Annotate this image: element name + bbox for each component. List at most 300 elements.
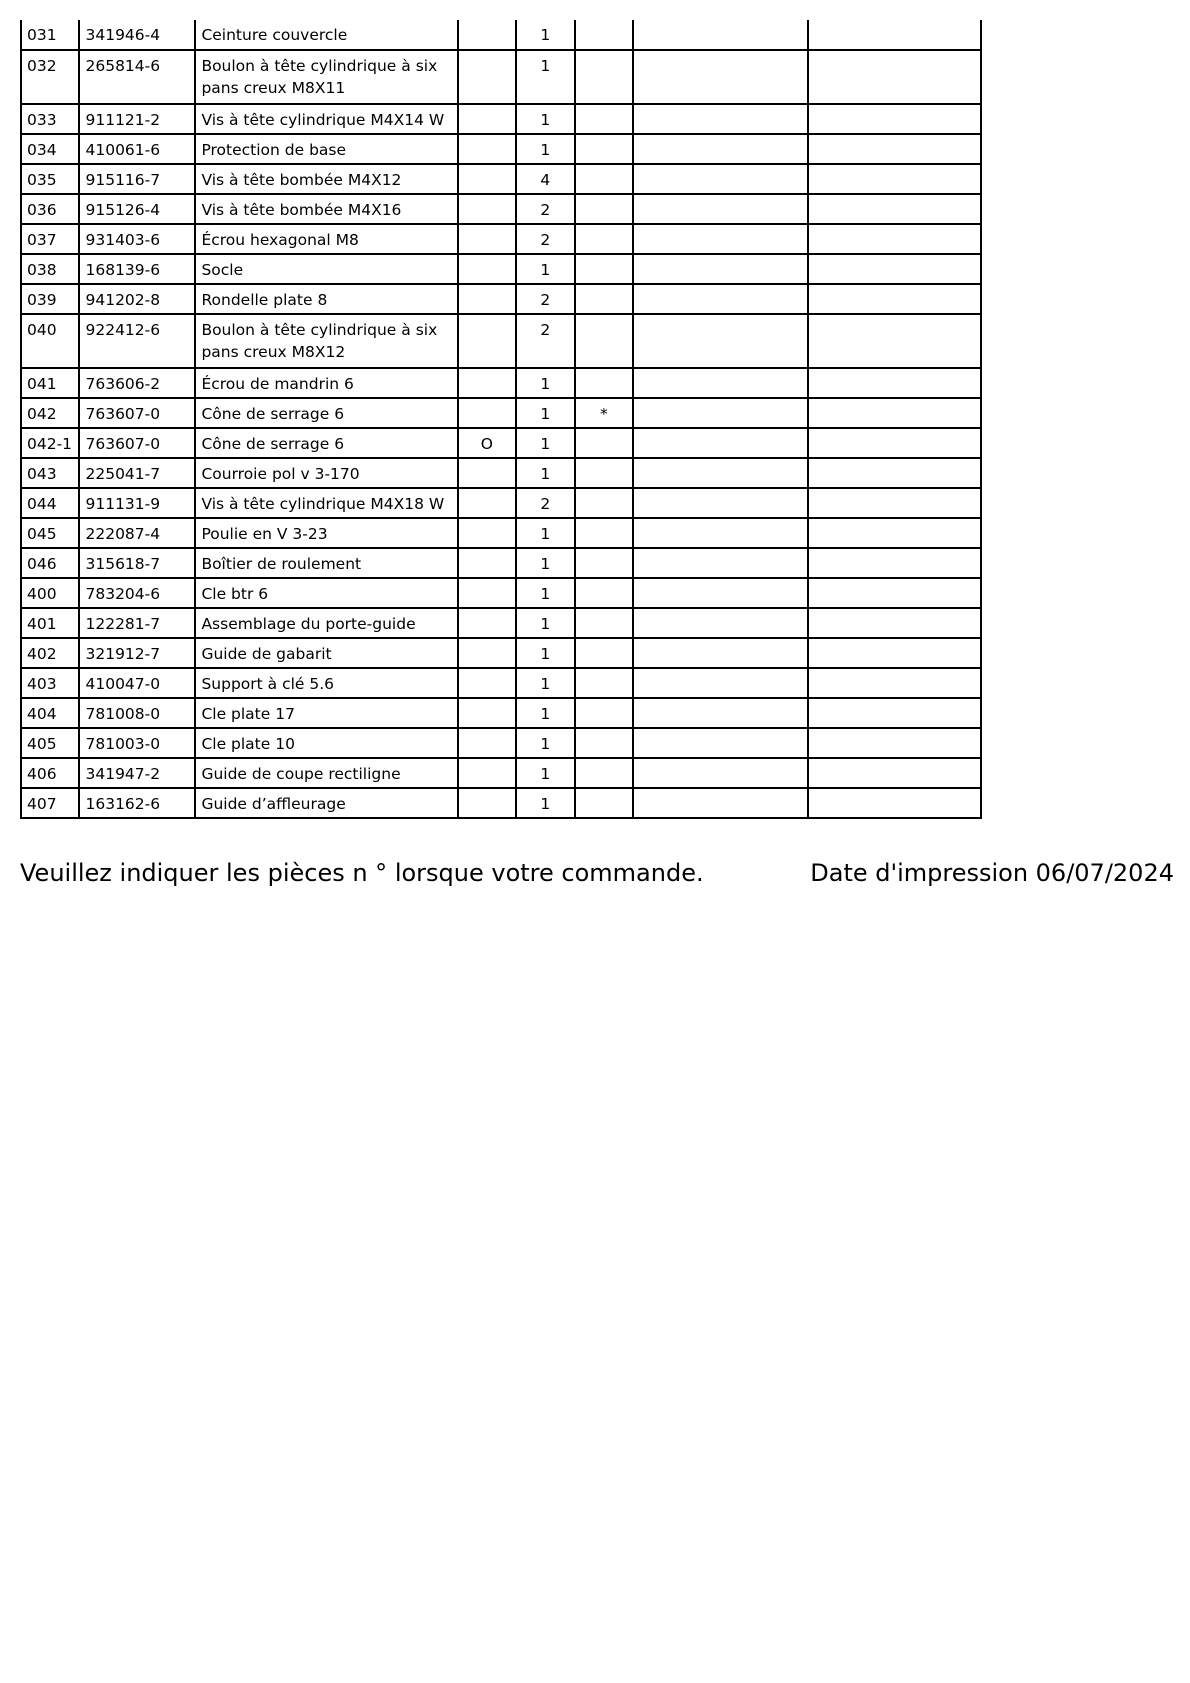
description-cell [195, 284, 457, 314]
blank-cell [633, 428, 807, 458]
quantity-text: 1 [540, 261, 551, 279]
mark-text [581, 699, 627, 703]
part-number-cell [21, 728, 79, 758]
option-cell [458, 608, 516, 638]
part-number-cell [21, 608, 79, 638]
blank-cell [633, 224, 807, 254]
table-row [21, 788, 981, 818]
blank-cell [808, 50, 981, 104]
description-text: Boîtier de roulement [201, 555, 362, 573]
description-cell [195, 638, 457, 668]
quantity-cell [516, 638, 574, 668]
option-text [464, 609, 510, 613]
reference-text: 763607-0 [85, 405, 161, 423]
description-text: Cle plate 17 [201, 705, 295, 723]
quantity-cell [516, 104, 574, 134]
blank-cell [633, 20, 807, 50]
reference-cell [79, 638, 195, 668]
reference-cell [79, 488, 195, 518]
blank-cell [808, 638, 981, 668]
quantity-text: 1 [540, 525, 551, 543]
part-number-cell [21, 104, 79, 134]
reference-text: 222087-4 [85, 525, 161, 543]
print-date: Date d'impression 06/07/2024 [810, 859, 1174, 887]
description-text: Cône de serrage 6 [201, 405, 345, 423]
part-number-cell [21, 194, 79, 224]
reference-cell [79, 518, 195, 548]
option-cell [458, 164, 516, 194]
blank-cell [633, 104, 807, 134]
quantity-text: 1 [540, 585, 551, 603]
quantity-text: 2 [540, 495, 551, 513]
blank-cell [633, 638, 807, 668]
blank-cell [808, 194, 981, 224]
mark-text [581, 789, 627, 793]
reference-text: 410047-0 [85, 675, 161, 693]
table-row [21, 314, 981, 368]
part-number-cell [21, 788, 79, 818]
blank-cell [633, 758, 807, 788]
option-text [464, 549, 510, 553]
mark-text [581, 20, 627, 24]
description-cell [195, 398, 457, 428]
description-text: Support à clé 5.6 [201, 675, 335, 693]
reference-cell [79, 608, 195, 638]
blank-cell [633, 398, 807, 428]
option-cell [458, 194, 516, 224]
reference-text: 122281-7 [85, 615, 161, 633]
description-cell [195, 194, 457, 224]
quantity-cell [516, 194, 574, 224]
mark-text [581, 105, 627, 109]
blank-cell [808, 728, 981, 758]
blank-cell [633, 728, 807, 758]
part-number-cell [21, 518, 79, 548]
part-number-text: 042-1 [27, 435, 73, 453]
description-text: Vis à tête cylindrique M4X14 W [201, 111, 445, 129]
option-text [464, 255, 510, 259]
blank-cell [808, 608, 981, 638]
mark-cell [575, 788, 633, 818]
option-cell [458, 254, 516, 284]
option-cell [458, 578, 516, 608]
description-text: Boulon à tête cylindrique à six pans creux M8X12 [201, 321, 438, 361]
quantity-text: 1 [540, 57, 551, 75]
part-number-text: 038 [27, 261, 57, 279]
part-number-text: 406 [27, 765, 57, 783]
option-text [464, 135, 510, 139]
part-number-cell [21, 698, 79, 728]
blank-cell [633, 608, 807, 638]
quantity-text: 1 [540, 111, 551, 129]
mark-text [581, 579, 627, 583]
table-row [21, 758, 981, 788]
reference-text: 265814-6 [85, 57, 161, 75]
reference-text: 915126-4 [85, 201, 161, 219]
blank-cell [808, 668, 981, 698]
mark-cell [575, 194, 633, 224]
quantity-text: 1 [540, 705, 551, 723]
part-number-text: 405 [27, 735, 57, 753]
description-text: Poulie en V 3-23 [201, 525, 328, 543]
mark-cell [575, 608, 633, 638]
description-text: Socle [201, 261, 244, 279]
option-cell [458, 728, 516, 758]
description-text: Rondelle plate 8 [201, 291, 328, 309]
option-text [464, 519, 510, 523]
blank-cell [808, 224, 981, 254]
reference-text: 168139-6 [85, 261, 161, 279]
option-text [464, 105, 510, 109]
table-row [21, 254, 981, 284]
option-cell [458, 398, 516, 428]
description-cell [195, 164, 457, 194]
reference-text: 321912-7 [85, 645, 161, 663]
blank-cell [633, 254, 807, 284]
blank-cell [808, 578, 981, 608]
description-cell [195, 608, 457, 638]
table-row [21, 134, 981, 164]
blank-cell [808, 398, 981, 428]
description-cell [195, 224, 457, 254]
option-cell [458, 788, 516, 818]
part-number-text: 035 [27, 171, 57, 189]
part-number-cell [21, 578, 79, 608]
description-text: Guide d’affleurage [201, 795, 346, 813]
blank-cell [633, 284, 807, 314]
description-cell [195, 20, 457, 50]
quantity-text: 1 [540, 675, 551, 693]
mark-text: * [599, 405, 608, 423]
reference-text: 163162-6 [85, 795, 161, 813]
reference-text: 781003-0 [85, 735, 161, 753]
description-cell [195, 134, 457, 164]
description-text: Cle plate 10 [201, 735, 295, 753]
option-text: O [480, 435, 493, 453]
option-cell [458, 518, 516, 548]
part-number-cell [21, 314, 79, 368]
part-number-cell [21, 458, 79, 488]
quantity-cell [516, 758, 574, 788]
blank-cell [808, 788, 981, 818]
description-cell [195, 368, 457, 398]
quantity-text: 1 [540, 645, 551, 663]
part-number-text: 401 [27, 615, 57, 633]
reference-text: 781008-0 [85, 705, 161, 723]
description-text: Vis à tête cylindrique M4X18 W [201, 495, 445, 513]
order-instruction-note: Veuillez indiquer les pièces n ° lorsque votre commande. [20, 859, 704, 887]
reference-cell [79, 224, 195, 254]
quantity-cell [516, 224, 574, 254]
option-text [464, 459, 510, 463]
description-cell [195, 758, 457, 788]
option-text [464, 285, 510, 289]
description-text: Cle btr 6 [201, 585, 269, 603]
reference-text: 915116-7 [85, 171, 161, 189]
reference-cell [79, 254, 195, 284]
description-cell [195, 518, 457, 548]
mark-cell [575, 254, 633, 284]
description-text: Écrou de mandrin 6 [201, 375, 354, 393]
mark-text [581, 165, 627, 169]
part-number-cell [21, 428, 79, 458]
part-number-text: 040 [27, 321, 57, 339]
mark-cell [575, 428, 633, 458]
reference-cell [79, 548, 195, 578]
quantity-text: 1 [540, 615, 551, 633]
mark-cell [575, 224, 633, 254]
reference-text: 922412-6 [85, 321, 161, 339]
reference-cell [79, 668, 195, 698]
table-row [21, 548, 981, 578]
part-number-cell [21, 488, 79, 518]
reference-cell [79, 50, 195, 104]
blank-cell [808, 758, 981, 788]
option-cell [458, 488, 516, 518]
part-number-cell [21, 368, 79, 398]
option-text [464, 759, 510, 763]
table-row [21, 608, 981, 638]
blank-cell [633, 788, 807, 818]
table-row [21, 578, 981, 608]
table-row [21, 488, 981, 518]
mark-cell [575, 578, 633, 608]
reference-text: 225041-7 [85, 465, 161, 483]
quantity-cell [516, 518, 574, 548]
option-text [464, 789, 510, 793]
part-number-text: 404 [27, 705, 57, 723]
description-cell [195, 788, 457, 818]
quantity-cell [516, 50, 574, 104]
mark-text [581, 51, 627, 55]
option-text [464, 699, 510, 703]
mark-text [581, 549, 627, 553]
table-row [21, 728, 981, 758]
reference-cell [79, 314, 195, 368]
option-cell [458, 134, 516, 164]
option-text [464, 489, 510, 493]
mark-cell [575, 368, 633, 398]
description-cell [195, 548, 457, 578]
option-cell [458, 50, 516, 104]
table-row [21, 368, 981, 398]
quantity-text: 2 [540, 321, 551, 339]
mark-cell [575, 548, 633, 578]
option-text [464, 20, 510, 24]
reference-cell [79, 578, 195, 608]
quantity-text: 1 [540, 141, 551, 159]
mark-cell [575, 458, 633, 488]
part-number-text: 036 [27, 201, 57, 219]
mark-text [581, 519, 627, 523]
quantity-cell [516, 134, 574, 164]
quantity-text: 1 [540, 26, 551, 44]
part-number-text: 043 [27, 465, 57, 483]
reference-cell [79, 104, 195, 134]
blank-cell [808, 548, 981, 578]
table-row [21, 638, 981, 668]
reference-text: 341947-2 [85, 765, 161, 783]
description-text: Ceinture couvercle [201, 26, 348, 44]
quantity-cell [516, 488, 574, 518]
option-cell [458, 638, 516, 668]
mark-text [581, 195, 627, 199]
mark-cell [575, 638, 633, 668]
quantity-cell [516, 164, 574, 194]
blank-cell [808, 104, 981, 134]
blank-cell [808, 20, 981, 50]
part-number-text: 046 [27, 555, 57, 573]
mark-text [581, 489, 627, 493]
table-row [21, 20, 981, 50]
quantity-text: 2 [540, 231, 551, 249]
blank-cell [808, 488, 981, 518]
mark-text [581, 285, 627, 289]
option-text [464, 639, 510, 643]
mark-cell [575, 398, 633, 428]
reference-text: 763606-2 [85, 375, 161, 393]
mark-text [581, 729, 627, 733]
quantity-cell [516, 398, 574, 428]
option-cell [458, 224, 516, 254]
option-cell [458, 314, 516, 368]
part-number-cell [21, 50, 79, 104]
part-number-text: 045 [27, 525, 57, 543]
description-cell [195, 728, 457, 758]
mark-cell [575, 104, 633, 134]
description-text: Vis à tête bombée M4X12 [201, 171, 402, 189]
blank-cell [808, 314, 981, 368]
part-number-text: 032 [27, 57, 57, 75]
mark-cell [575, 314, 633, 368]
description-cell [195, 458, 457, 488]
reference-cell [79, 788, 195, 818]
mark-text [581, 135, 627, 139]
quantity-cell [516, 428, 574, 458]
mark-cell [575, 164, 633, 194]
quantity-text: 1 [540, 375, 551, 393]
reference-cell [79, 284, 195, 314]
quantity-text: 1 [540, 765, 551, 783]
part-number-text: 033 [27, 111, 57, 129]
part-number-cell [21, 758, 79, 788]
description-text: Protection de base [201, 141, 347, 159]
table-row [21, 284, 981, 314]
reference-cell [79, 20, 195, 50]
blank-cell [808, 368, 981, 398]
reference-cell [79, 728, 195, 758]
mark-text [581, 225, 627, 229]
reference-cell [79, 428, 195, 458]
option-cell [458, 548, 516, 578]
quantity-cell [516, 254, 574, 284]
parts-table [20, 20, 982, 819]
part-number-cell [21, 20, 79, 50]
option-text [464, 51, 510, 55]
description-text: Vis à tête bombée M4X16 [201, 201, 402, 219]
quantity-cell [516, 20, 574, 50]
quantity-cell [516, 788, 574, 818]
reference-text: 941202-8 [85, 291, 161, 309]
quantity-text: 1 [540, 405, 551, 423]
option-cell [458, 668, 516, 698]
mark-text [581, 609, 627, 613]
table-row [21, 398, 981, 428]
mark-text [581, 255, 627, 259]
quantity-cell [516, 314, 574, 368]
part-number-cell [21, 254, 79, 284]
blank-cell [633, 164, 807, 194]
option-text [464, 579, 510, 583]
mark-text [581, 315, 627, 319]
blank-cell [633, 518, 807, 548]
quantity-cell [516, 458, 574, 488]
option-text [464, 225, 510, 229]
blank-cell [808, 458, 981, 488]
blank-cell [808, 134, 981, 164]
mark-cell [575, 20, 633, 50]
mark-text [581, 369, 627, 373]
part-number-cell [21, 284, 79, 314]
blank-cell [633, 488, 807, 518]
quantity-text: 1 [540, 555, 551, 573]
quantity-cell [516, 284, 574, 314]
part-number-text: 044 [27, 495, 57, 513]
blank-cell [808, 284, 981, 314]
table-row [21, 668, 981, 698]
table-row [21, 428, 981, 458]
part-number-text: 039 [27, 291, 57, 309]
blank-cell [633, 134, 807, 164]
description-cell [195, 104, 457, 134]
mark-cell [575, 134, 633, 164]
blank-cell [633, 458, 807, 488]
quantity-cell [516, 668, 574, 698]
option-cell [458, 458, 516, 488]
mark-cell [575, 758, 633, 788]
quantity-text: 1 [540, 435, 551, 453]
option-text [464, 729, 510, 733]
description-cell [195, 254, 457, 284]
blank-cell [808, 164, 981, 194]
blank-cell [633, 314, 807, 368]
quantity-cell [516, 728, 574, 758]
option-text [464, 369, 510, 373]
reference-cell [79, 194, 195, 224]
mark-cell [575, 50, 633, 104]
blank-cell [633, 194, 807, 224]
part-number-cell [21, 668, 79, 698]
blank-cell [633, 668, 807, 698]
option-cell [458, 758, 516, 788]
option-text [464, 669, 510, 673]
table-row [21, 698, 981, 728]
part-number-cell [21, 638, 79, 668]
table-row [21, 224, 981, 254]
mark-cell [575, 668, 633, 698]
description-cell [195, 668, 457, 698]
reference-cell [79, 758, 195, 788]
reference-cell [79, 164, 195, 194]
option-cell [458, 284, 516, 314]
quantity-text: 2 [540, 201, 551, 219]
part-number-text: 034 [27, 141, 57, 159]
description-text: Courroie pol v 3-170 [201, 465, 360, 483]
mark-text [581, 759, 627, 763]
blank-cell [633, 50, 807, 104]
quantity-cell [516, 368, 574, 398]
table-row [21, 518, 981, 548]
